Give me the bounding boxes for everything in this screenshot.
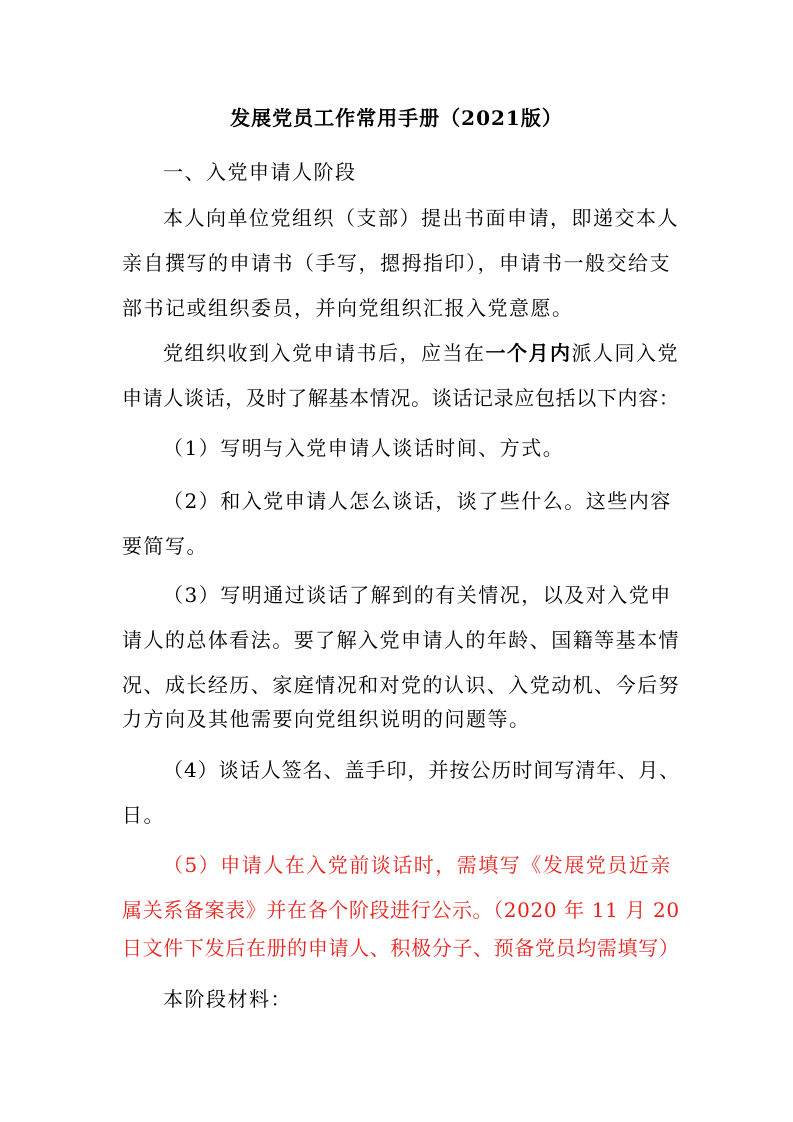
emphasis-text: 一个月内: [485, 341, 572, 365]
list-item-3-continued: 力方向及其他需要向党组织说明的问题等。: [122, 707, 531, 731]
paragraph-line: 亲自撰写的申请书（手写，摁拇指印），申请书一般交给支: [122, 251, 671, 275]
paragraph-text: 派人同入党: [571, 341, 679, 365]
list-item-2: （2）和入党申请人怎么谈话，谈了些什么。这些内容: [163, 489, 672, 513]
materials-label: 本阶段材料：: [163, 987, 292, 1011]
paragraph-line: 申请人谈话，及时了解基本情况。谈话记录应包括以下内容：: [122, 386, 680, 410]
list-item-4: （4）谈话人签名、盖手印，并按公历时间写清年、月、: [163, 758, 681, 782]
list-item-5-highlighted: （5）申请人在入党前谈话时，需填写《发展党员近亲: [163, 853, 672, 877]
list-item-1: （1）写明与入党申请人谈话时间、方式。: [163, 436, 565, 460]
list-item-5-continued: 属关系备案表》并在各个阶段进行公示。（2020 年 11 月 20: [122, 898, 680, 922]
list-item-3: （3）写明通过谈话了解到的有关情况，以及对入党申: [163, 583, 672, 607]
list-item-5-continued: 日文件下发后在册的申请人、积极分子、预备党员均需填写）: [122, 936, 680, 960]
document-title: 发展党员工作常用手册（2021版）: [230, 106, 563, 130]
list-item-3-continued: 况、成长经历、家庭情况和对党的认识、入党动机、今后努: [122, 673, 680, 697]
list-item-4-continued: 日。: [122, 803, 165, 827]
paragraph-line: 本人向单位党组织（支部）提出书面申请，即递交本人: [163, 206, 679, 230]
list-item-2-continued: 要简写。: [122, 534, 208, 558]
paragraph-text: 党组织收到入党申请书后，应当在: [163, 341, 486, 365]
paragraph-line: [163, 341, 679, 365]
section-heading: 一、入党申请人阶段: [163, 160, 357, 184]
list-item-3-continued: 请人的总体看法。要了解入党申请人的年龄、国籍等基本情: [122, 628, 680, 652]
paragraph-line: 部书记或组织委员，并向党组织汇报入党意愿。: [122, 296, 574, 320]
